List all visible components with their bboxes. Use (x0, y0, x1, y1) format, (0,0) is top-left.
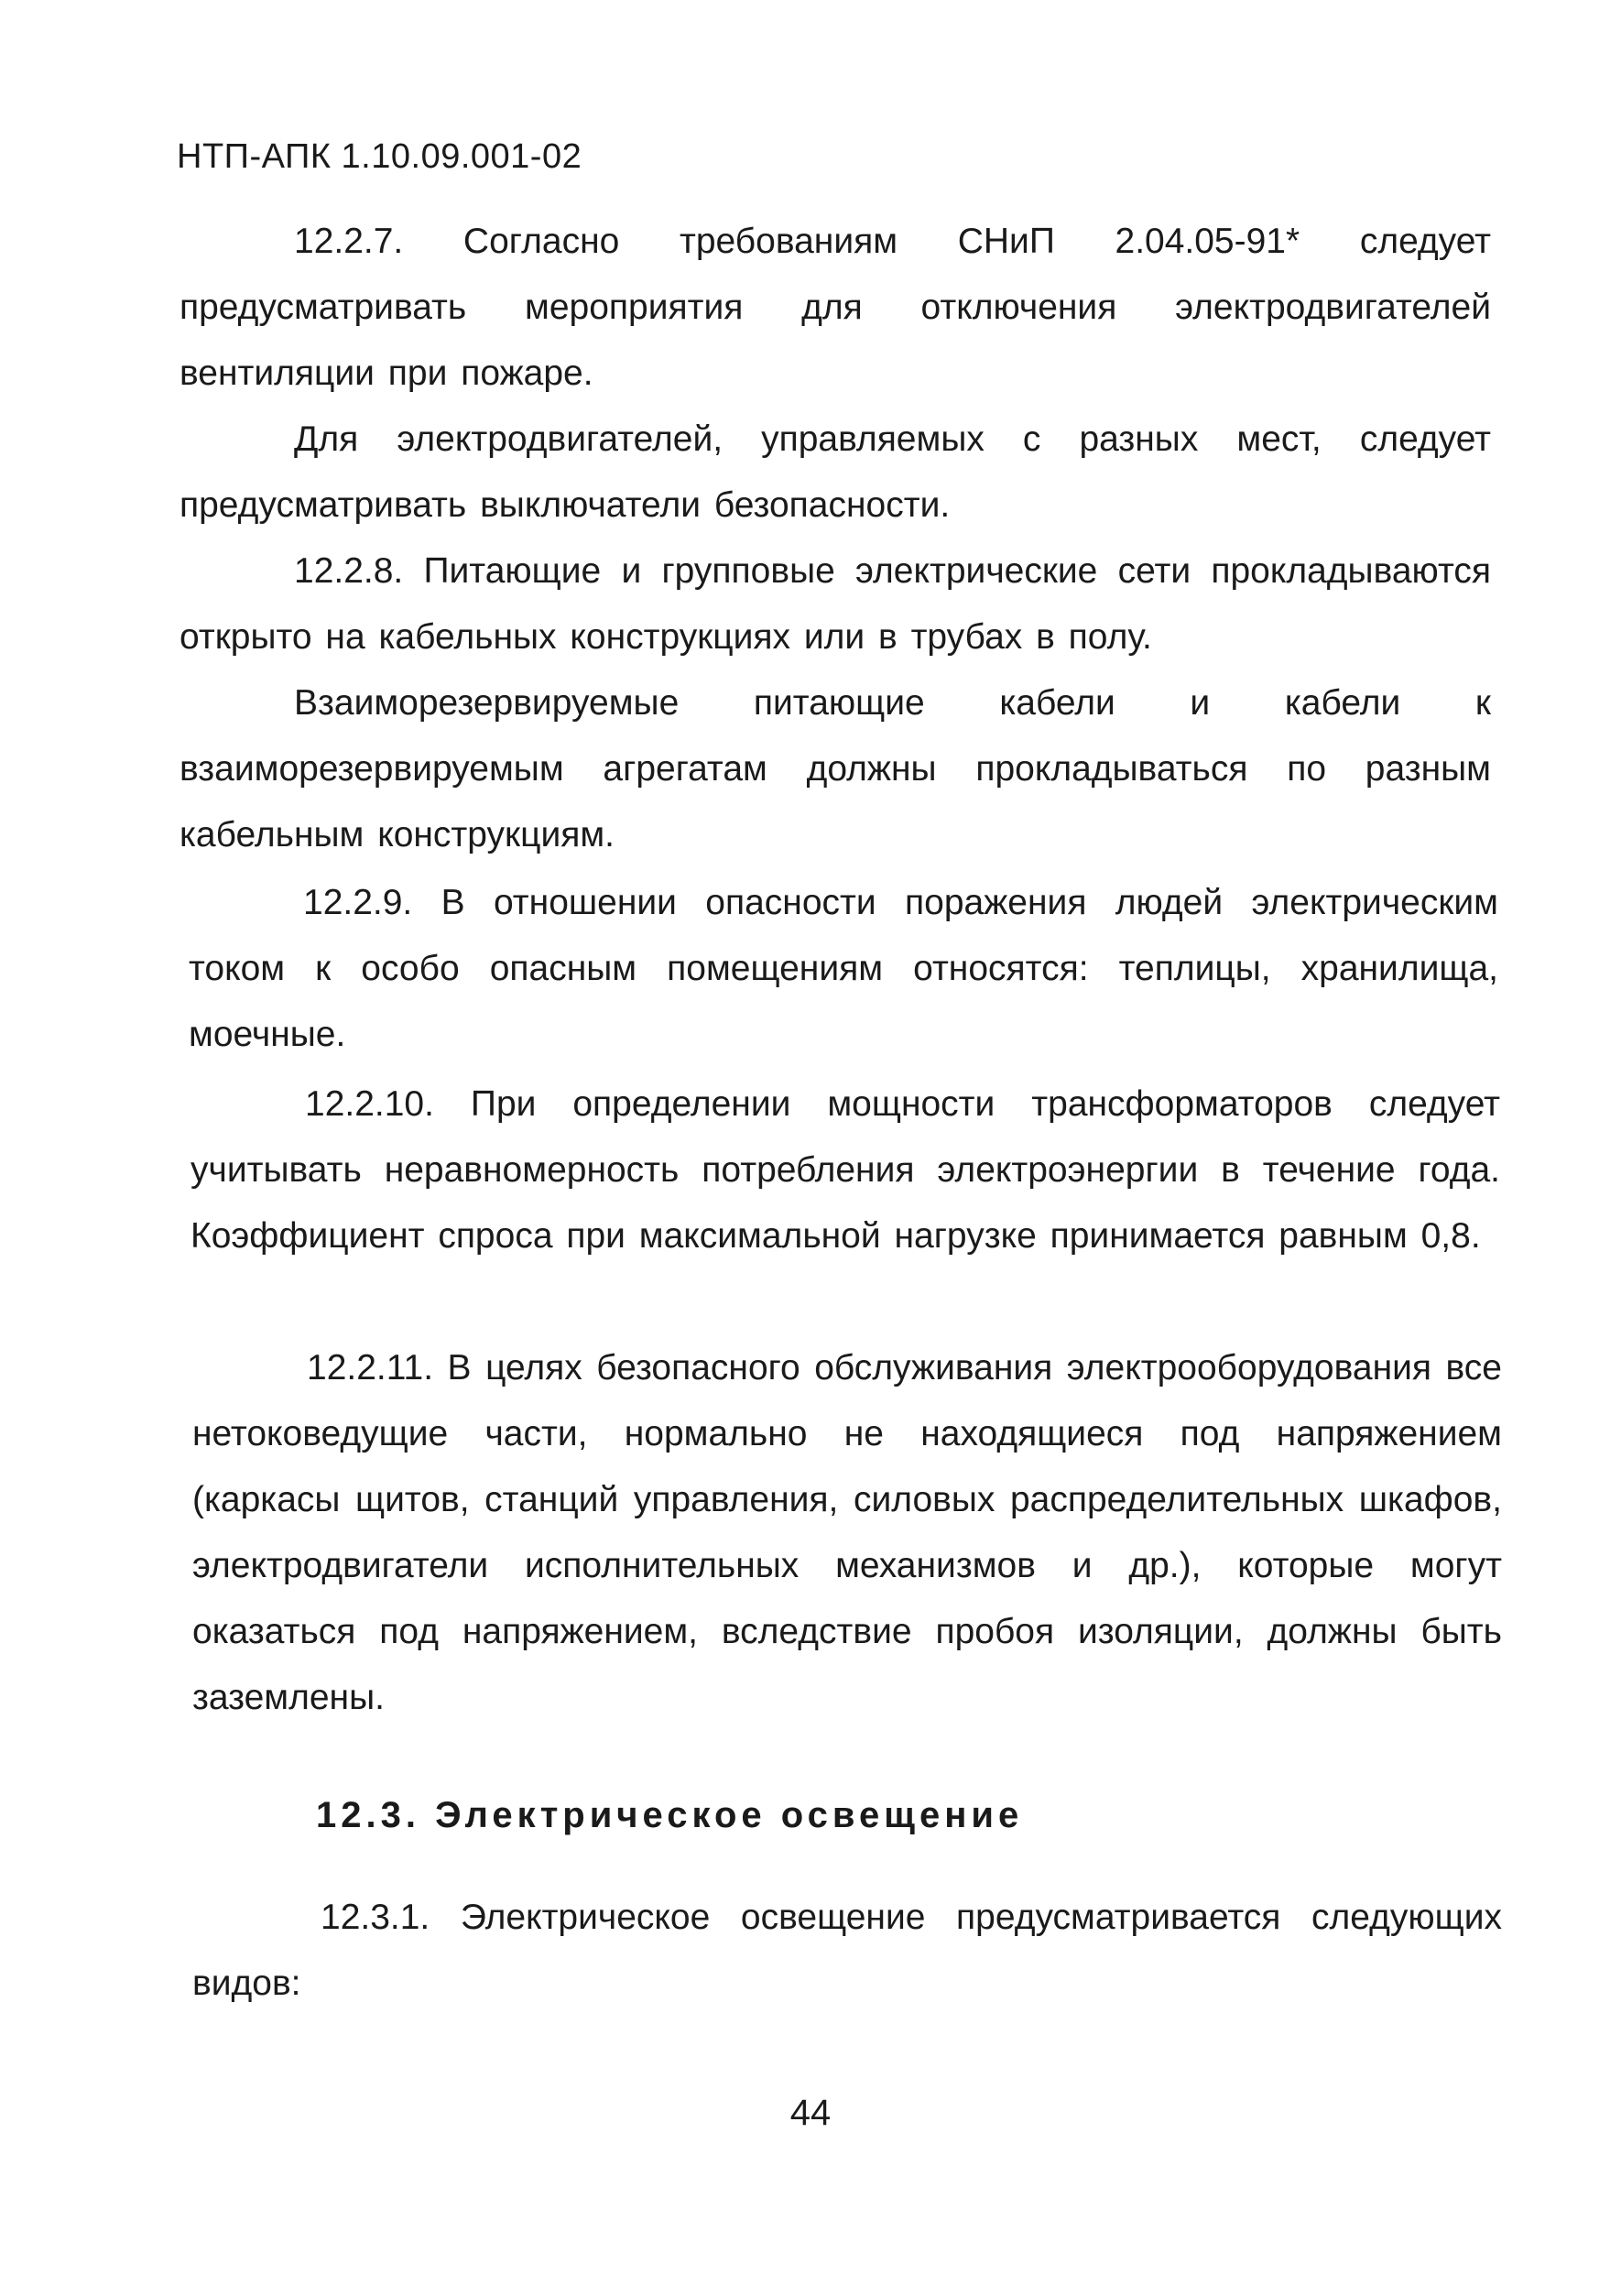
paragraph-12-3-1: 12.3.1. Электрическое освещение предусматривается следующих видов: (192, 1898, 1502, 2003)
paragraph-12-2-7: 12.2.7. Согласно требованиям СНиП 2.04.05-91* следует предусматривать мероприятия для отключения электродвигателей вентиляции при пожаре. (180, 222, 1491, 393)
paragraph-12-2-11: 12.2.11. В целях безопасного обслуживания электрооборудования все нетоковедущие части, нормально не находящиеся под напряжением (каркасы щитов, станций управления, силовых распределительных шкафов, электродвигатели исполнительных механизмов и др.), которые могут оказаться под напряжением, вследствие пробоя изоляции, должны быть заземлены. (192, 1348, 1502, 1717)
section-title: 12.3. Электрическое освещение (316, 1795, 1024, 1835)
paragraph-12-2-10: 12.2.10. При определении мощности трансформаторов следует учитывать неравномерность потребления электроэнергии в течение года. Коэффициент спроса при максимальной нагрузке принимается равным 0,8. (190, 1084, 1500, 1256)
paragraph-12-2-8: 12.2.8. Питающие и групповые электрические сети прокладываются открыто на кабельных конструкциях или в трубах в полу. (180, 551, 1491, 657)
paragraph-redundant-cables: Взаиморезервируемые питающие кабели и кабели к взаиморезервируемым агрегатам должны прокладываться по разным кабельным конструкциям. (180, 683, 1491, 854)
paragraph-safety-switches: Для электродвигателей, управляемых с разных мест, следует предусматривать выключатели безопасности. (180, 419, 1491, 525)
paragraph-12-2-9: 12.2.9. В отношении опасности поражения людей электрическим током к особо опасным помещениям относятся: теплицы, хранилища, моечные. (189, 883, 1498, 1054)
page-number: 44 (789, 2093, 832, 2133)
document-header: НТП-АПК 1.10.09.001-02 (177, 137, 582, 176)
